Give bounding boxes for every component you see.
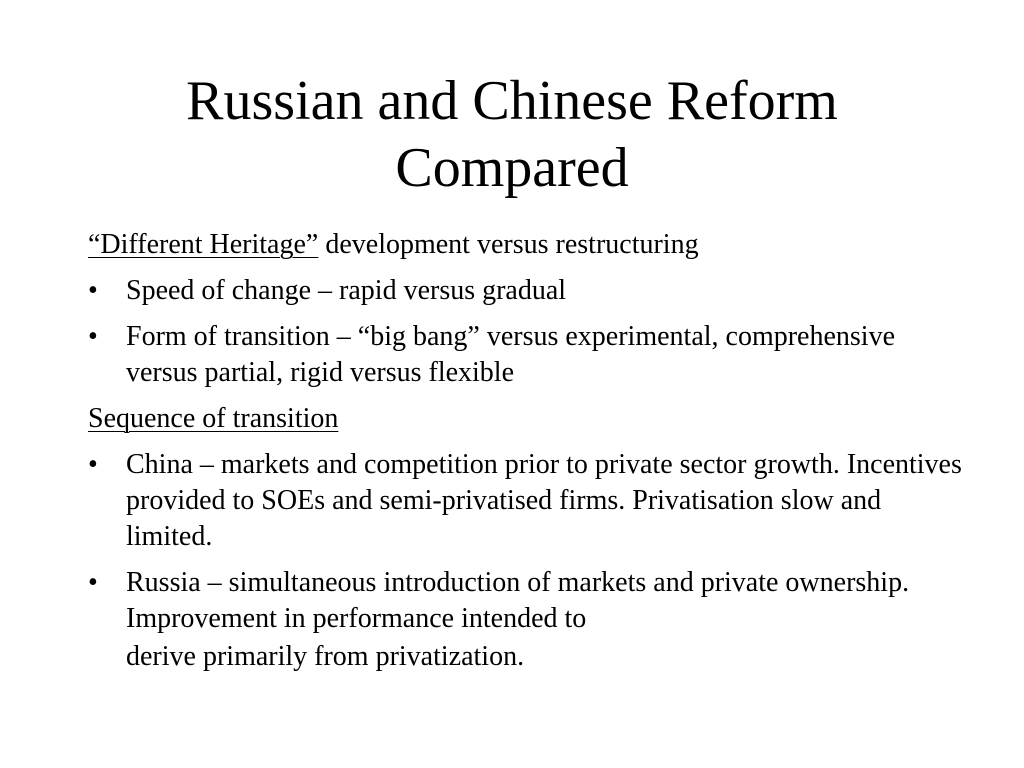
bullet-dot: • <box>88 275 98 306</box>
slide-title <box>0 68 1024 202</box>
title-line-1: Russian and Chinese Reform <box>186 70 838 132</box>
bullet-text: Form of transition – “big bang” versus experimental, comprehensive versus partial, rigid versus flexible <box>126 321 896 388</box>
bullet-form-of-transition <box>88 319 968 391</box>
slide-body <box>88 227 968 685</box>
bullet-text: Russia – simultaneous introduction of markets and private ownership. Improvement in performance intended to <box>126 567 910 634</box>
bullet-speed-of-change <box>88 273 968 309</box>
heritage-heading-rest: development versus restructuring <box>318 229 699 260</box>
bullet-text: China – markets and competition prior to private sector growth. Incentives provided to SOEs and semi-privatised firms. Privatisation slow and limited. <box>126 449 962 552</box>
bullet-text-continuation: derive primarily from privatization. <box>126 641 525 672</box>
section-heading-sequence <box>88 401 968 437</box>
bullet-dot: • <box>88 449 98 480</box>
title-line-2: Compared <box>395 137 629 199</box>
sequence-heading-underlined: Sequence of transition <box>88 403 339 434</box>
bullet-russia <box>88 565 968 675</box>
heritage-heading-underlined: “Different Heritage” <box>88 229 319 260</box>
bullet-dot: • <box>88 567 98 598</box>
bullet-dot: • <box>88 321 98 352</box>
bullet-text: Speed of change – rapid versus gradual <box>126 275 567 306</box>
bullet-china <box>88 447 968 555</box>
section-heading-heritage <box>88 227 968 263</box>
